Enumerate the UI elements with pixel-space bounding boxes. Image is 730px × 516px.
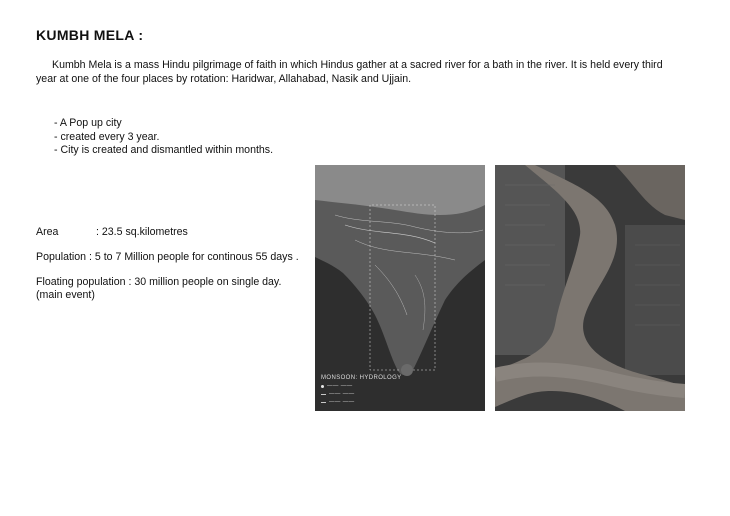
bullet-list (54, 117, 273, 158)
population-stat: Population : 5 to 7 Million people for continous 55 days . (36, 251, 299, 263)
satellite-image (495, 165, 685, 411)
legend-line-icon (321, 402, 326, 403)
map-legend-title: MONSOON: HYDROLOGY (321, 375, 402, 381)
floating-population-stat: Floating population : 30 million people on single day. (main event) (36, 276, 282, 301)
legend-dot-icon (321, 385, 324, 388)
area-stat (36, 226, 308, 239)
legend-row: —— —— (321, 391, 402, 397)
map-legend (321, 375, 402, 405)
page-title: KUMBH MELA : (36, 27, 144, 43)
intro-paragraph: Kumbh Mela is a mass Hindu pilgrimage of faith in which Hindus gather at a sacred river for a bath in the river. It is held every third year at one of the four places by rotation: Haridwar, Allahabad, Nasik and Ujjain. (36, 59, 663, 85)
area-label: Area (36, 226, 59, 238)
legend-row: —— —— (321, 383, 402, 389)
legend-row: —— —— (321, 399, 402, 405)
satellite-graphic (495, 165, 685, 411)
stats-block (36, 226, 308, 314)
bullet-item: - A Pop up city (54, 117, 122, 129)
india-hydrology-map (315, 165, 485, 411)
area-value: : 23.5 sq.kilometres (96, 226, 188, 238)
bullet-item: - created every 3 year. (54, 130, 160, 143)
legend-line-icon (321, 394, 326, 395)
bullet-item: - City is created and dismantled within months. (54, 144, 274, 156)
